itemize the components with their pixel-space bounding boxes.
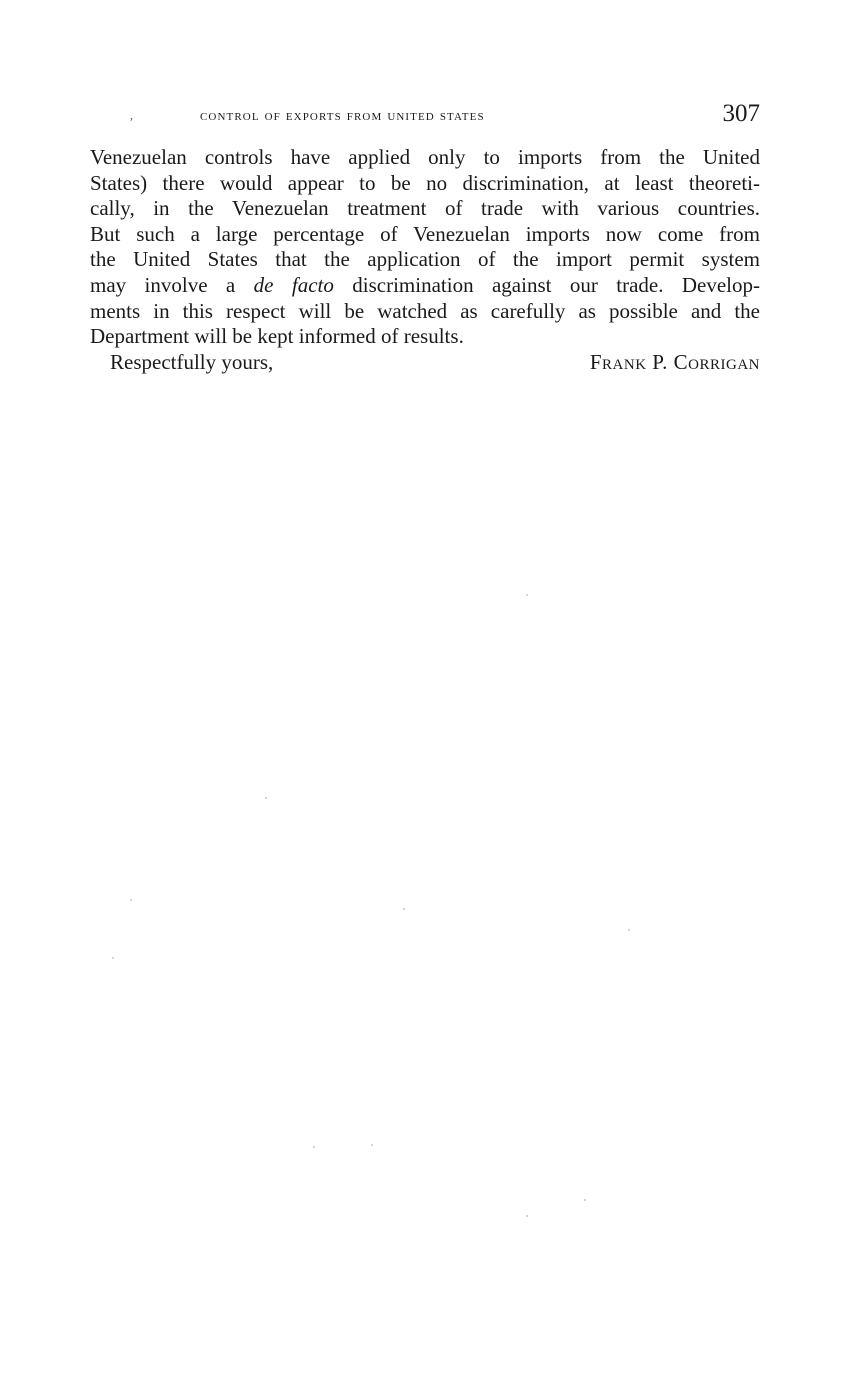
body-line: States) there would appear to be no discrimination, at least theoreti- xyxy=(90,170,760,195)
letter-body xyxy=(90,145,760,375)
body-line xyxy=(90,273,760,299)
body-line-text: may involve a xyxy=(90,272,254,297)
scan-speck xyxy=(403,908,405,910)
running-head xyxy=(90,100,762,132)
italic-phrase: de facto xyxy=(253,272,334,297)
scan-speck xyxy=(526,594,528,596)
page-number: 307 xyxy=(722,100,760,127)
body-line-text: discrimination against our trade. Develop- xyxy=(333,272,760,297)
scan-speck xyxy=(584,1199,586,1201)
body-line: ments in this respect will be watched as carefully as possible and the xyxy=(90,298,760,323)
scan-speck xyxy=(628,929,630,931)
running-head-title: control of exports from united states xyxy=(200,107,485,124)
body-line: Venezuelan controls have applied only to imports from the United xyxy=(90,145,760,169)
scan-speck xyxy=(265,797,267,799)
body-line: But such a large percentage of Venezuelan imports now come from xyxy=(90,221,760,246)
salutation: Respectfully yours, xyxy=(110,349,274,374)
body-line: cally, in the Venezuelan treatment of trade with various countries. xyxy=(90,196,760,221)
scan-speck xyxy=(371,1144,373,1146)
scan-speck xyxy=(526,1215,528,1217)
body-line: Department will be kept informed of results. xyxy=(90,324,464,349)
signature: Frank P. Corrigan xyxy=(589,349,760,374)
closing xyxy=(90,350,760,376)
body-line: the United States that the application of the import permit system xyxy=(90,247,760,272)
scan-speck xyxy=(130,899,132,901)
stray-mark: , xyxy=(130,108,133,122)
scan-speck xyxy=(112,957,114,959)
scan-speck xyxy=(313,1146,315,1148)
